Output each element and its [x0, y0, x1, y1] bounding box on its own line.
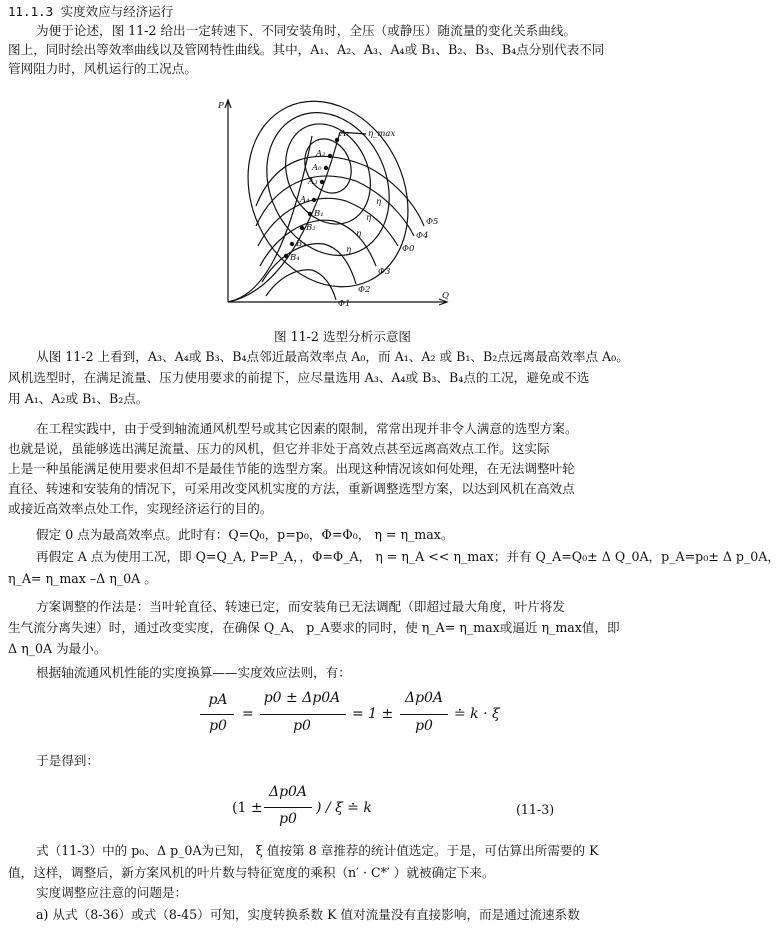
para10: a) 从式（8-36）或式（8-45）可知，实度转换系数 K 值对流量没有直接影响，而是通过流速系数 [36, 907, 580, 922]
eq2-open: (1 ± [232, 800, 263, 816]
label-b4: B₄ [290, 253, 300, 263]
para5-line3: Δ η_0A 为最小。 [8, 641, 107, 656]
phi0-label: Φ0 [402, 244, 415, 254]
phi2-label: Φ2 [358, 285, 371, 295]
eq1-equals: = [242, 706, 254, 722]
point-a0 [324, 166, 328, 170]
eq1-tail: ≐ k · ξ [454, 706, 500, 722]
para6: 根据轴流通风机性能的实度换算——实度效应法则，有： [36, 665, 351, 680]
para5-line1: 方案调整的作法是：当叶轮直径、转速已定，而安装角已无法调配（即超过最大角度，叶片将发 [36, 599, 565, 614]
para4-line2: 再假定 A 点为使用工况，即 Q=Q_A, P=P_A，，Φ=Φ_A， η = η_A << η_max；并有 Q_A=Q₀± Δ Q_0A，p_A=p₀± Δ p_0A， [36, 549, 780, 564]
label-b1: B₁ [314, 209, 324, 219]
phi4-curve [256, 176, 414, 236]
para3-line2: 也就是说，虽能够选出满足流量、压力的风机，但它并非处于高效点甚至远离高效点工作。这实际 [8, 441, 550, 456]
eq1-mid-den: p0 [293, 718, 311, 734]
eta-max-label: η_max [368, 129, 396, 139]
pipe-curve-1 [228, 136, 312, 302]
eq1-mid-num: p0 ± Δp0A [263, 690, 341, 706]
eq1-lhs-den: p0 [209, 718, 227, 734]
para3-line1: 在工程实践中，由于受到轴流通风机型号或其它因素的限制，常常出现并非令人满意的选型方案。 [36, 421, 578, 436]
section-heading: 11.1.3 实度效应与经济运行 [8, 4, 174, 19]
label-a1: A₁ [340, 129, 350, 139]
para8-line2: 值，这样，调整后，新方案风机的叶片数与特征宽度的乘积（n′ · C*′ ）就被确定下来。 [8, 865, 495, 880]
eq2-den: p0 [279, 811, 297, 827]
eq2-number: (11-3) [516, 802, 555, 817]
phi1-label: Φ1 [338, 299, 351, 309]
para4-line3: η_A= η_max –Δ η_0A 。 [8, 571, 157, 586]
eq1-mid-bar [260, 714, 346, 715]
eff-ellipse-4 [219, 75, 438, 313]
eq1-one-pm: = 1 ± [352, 706, 394, 722]
para1-line2: 图上，同时绘出等效率曲线以及管网特性曲线。其中，A₁、A₂、A₃、A₄或 B₁、B₂、B₃、B₄点分别代表不同 [8, 42, 605, 57]
x-axis-label: Q [442, 291, 449, 301]
label-a0: A₀ [312, 163, 322, 173]
phi2-curve [262, 244, 356, 284]
para7: 于是得到： [36, 753, 99, 768]
eta-label-2: η [366, 213, 372, 223]
label-b3: B₃ [296, 239, 306, 249]
para2-line1: 从图 11-2 上看到，A₃、A₄或 B₃、B₄点邻近最高效率点 A₀，而 A₁、A₂ 或 B₁、B₂点远离最高效率点 A₀。 [36, 349, 629, 364]
label-a4: A₄ [300, 195, 310, 205]
para8-line1: 式（11-3）中的 p₀、Δ p_0A为已知， ξ 值按第 8 章推荐的统计值选定。于是，可估算出所需要的 K [36, 843, 599, 858]
point-b2 [300, 226, 304, 230]
eq2-close: ) / ξ ≐ k [316, 800, 372, 816]
point-a3 [320, 180, 324, 184]
para3-line5: 或接近高效率点处工作，实现经济运行的目的。 [8, 501, 273, 516]
label-b2: B₂ [306, 223, 316, 233]
eta-label-1: η [376, 197, 382, 207]
point-a1 [335, 138, 339, 142]
para4-line1: 假定 0 点为最高效率点。此时有：Q=Q₀，p=p₀，Φ=Φ₀， η = η_max。 [36, 527, 454, 542]
para3-line3: 上是一种虽能满足使用要求但却不是最佳节能的选型方案。出现这种情况该如何处理，在无法调整叶轮 [8, 461, 575, 476]
eq2-bar [264, 807, 312, 808]
eq1-right-bar [400, 714, 448, 715]
eq1-right-num: Δp0A [404, 690, 444, 706]
point-a4 [312, 198, 316, 202]
para5-line2: 生气流分离失速）时，通过改变实度，在确保 Q_A、 p_A要求的同时，使 η_A= η_max或逼近 η_max值，即 [8, 620, 620, 635]
para1-line1: 为便于论述，图 11-2 给出一定转速下、不同安装角时，全压（或静压）随流量的变化关系曲线。 [36, 23, 577, 38]
para2-line2: 风机选型时，在满足流量、压力使用要求的前提下，应尽量选用 A₃、A₄或 B₃、B₄点的工况，避免或不选 [8, 370, 590, 385]
point-b1 [308, 212, 312, 216]
y-axis-label: P [218, 101, 224, 111]
eq1-lhs-bar [200, 714, 234, 715]
eta-label-4: η [346, 245, 352, 255]
label-a2: A₂ [316, 149, 326, 159]
eta-label-3: η [356, 229, 362, 239]
figure-11-2 [216, 96, 452, 314]
eq1-lhs-num: pA [208, 692, 228, 708]
figure-caption: 图 11-2 选型分析示意图 [273, 329, 412, 344]
para1-line3: 管网阻力时，风机运行的工况点。 [8, 61, 197, 76]
para9: 实度调整应注意的问题是： [36, 885, 188, 900]
phi4-label: Φ4 [416, 231, 429, 241]
para2-line3: 用 A₁、A₂或 B₁、B₂点。 [8, 391, 149, 406]
label-a3: A₃ [308, 177, 318, 187]
phi3-label: Φ3 [378, 267, 391, 277]
point-a2 [328, 154, 332, 158]
para3-line4: 直径、转速和安装角的情况下，可采用改变风机实度的方法，重新调整选型方案，以达到风机在高效点 [8, 481, 575, 496]
eq2-num: Δp0A [268, 784, 308, 800]
point-b3 [290, 242, 294, 246]
phi5-label: Φ5 [426, 217, 439, 227]
point-b4 [284, 254, 288, 258]
eq1-right-den: p0 [415, 718, 433, 734]
